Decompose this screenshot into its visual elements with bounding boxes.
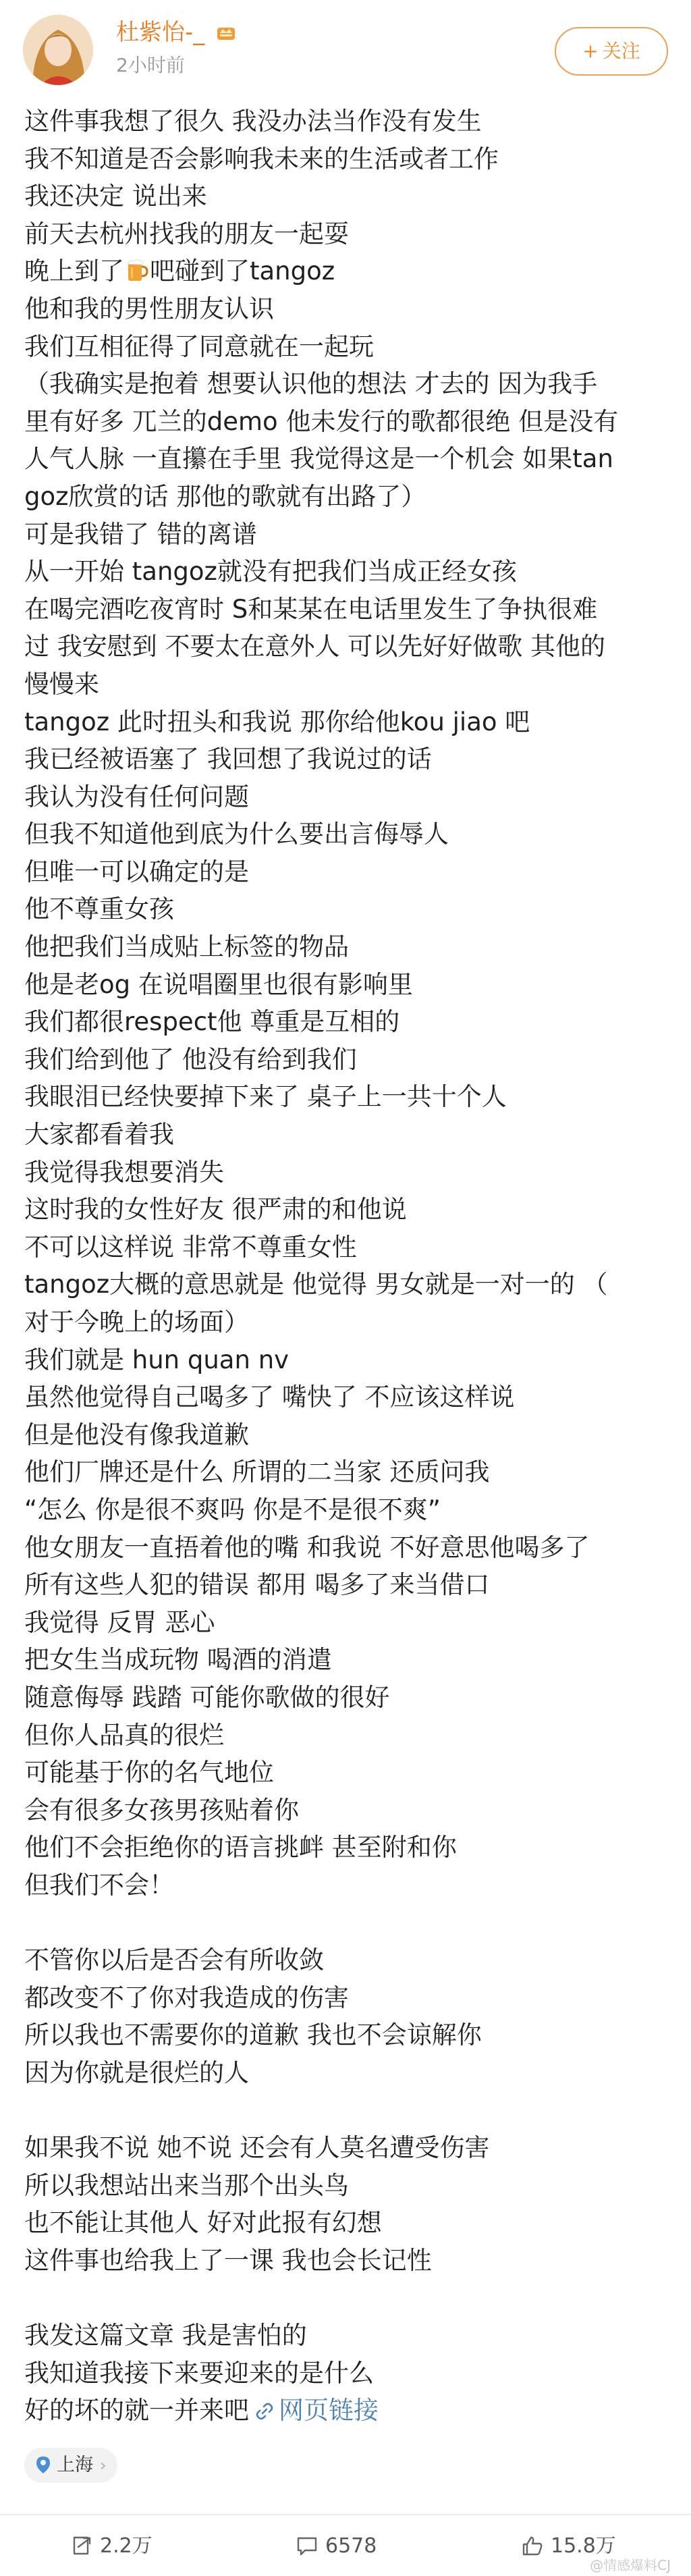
crown-badge-icon (216, 20, 236, 47)
post-line: 随意侮辱 践踏 可能你歌做的很好 (24, 1682, 390, 1712)
post-line: 从一开始 tangoz就没有把我们当成正经女孩 (24, 557, 517, 587)
post-line: 把女生当成玩物 喝酒的消遣 (24, 1645, 332, 1675)
post-line: 因为你就是很烂的人 (24, 2058, 249, 2087)
post-line: 可能基于你的名气地位 (24, 1758, 274, 1788)
post-line: 在喝完酒吃夜宵时 S和某某在电话里发生了争执很难 (24, 594, 598, 624)
action-bar (0, 2515, 691, 2576)
beer-mug-icon (126, 255, 148, 293)
post-line: tangoz 此时扭头和我说 那你给他kou jiao 吧 (24, 707, 530, 736)
post-line: 这件事我想了很久 我没办法当作没有发生 (24, 107, 482, 136)
avatar-photo-icon (23, 15, 93, 85)
post-line: 我认为没有任何问题 (24, 782, 249, 811)
post-line: 他是老og 在说唱圈里也很有影响里 (24, 969, 413, 999)
post-line: 他们不会拒绝你的语言挑衅 甚至附和你 (24, 1833, 457, 1862)
location-tag[interactable] (24, 2448, 117, 2483)
post-line: 我觉得 反胃 恶心 (24, 1607, 215, 1637)
post-line: 所以我也不需要你的道歉 我也不会谅解你 (24, 2020, 482, 2050)
chevron-right-icon: › (100, 2456, 107, 2475)
repost-button[interactable] (70, 2533, 153, 2560)
web-link-label: 网页链接 (279, 2396, 379, 2425)
post-line: goz欣赏的话 那他的歌就有出路了） (24, 481, 426, 511)
plus-icon: + (582, 40, 599, 62)
post-line: 虽然他觉得自己喝多了 嘴快了 不应该这样说 (24, 1383, 515, 1412)
post-line-text: 吧碰到了tangoz (150, 257, 335, 286)
post-line: 也不能让其他人 好对此报有幻想 (24, 2208, 382, 2238)
post-line: 会有很多女孩男孩贴着你 (24, 1795, 299, 1825)
avatar[interactable] (23, 15, 93, 85)
comment-count: 6578 (325, 2534, 377, 2558)
post-line: 他把我们当成贴上标签的物品 (24, 932, 349, 962)
post-line: 人气人脉 一直攥在手里 我觉得这是一个机会 如果tan (24, 444, 613, 474)
repost-count: 2.2万 (100, 2534, 153, 2558)
repost-icon (70, 2535, 93, 2556)
web-link[interactable] (254, 2396, 379, 2425)
post-line: 我们就是 hun quan nv (24, 1345, 289, 1374)
post-line: 过 我安慰到 不要太在意外人 可以先好好做歌 其他的 (24, 632, 606, 662)
post-line-with-link (24, 2392, 672, 2430)
post-line: 不管你以后是否会有所收敛 (24, 1946, 324, 1975)
post-timestamp: 2小时前 (116, 54, 185, 76)
blank-line (24, 2091, 672, 2129)
post-line: 但唯一可以确定的是 (24, 857, 249, 886)
post-line: 前天去杭州找我的朋友一起耍 (24, 219, 349, 248)
location-pin-icon (35, 2451, 51, 2486)
post-line: （我确实是抱着 想要认识他的想法 才去的 因为我手 (24, 369, 598, 399)
post-line-text: 好的坏的就一并来吧 (24, 2396, 249, 2425)
post-line: “怎么 你是很不爽吗 你是不是很不爽” (24, 1495, 441, 1524)
location-label: 上海 (57, 2454, 93, 2475)
post-line: 我发这篇文章 我是害怕的 (24, 2321, 307, 2351)
post-line: 我们互相征得了同意就在一起玩 (24, 331, 374, 361)
comment-icon (296, 2535, 319, 2556)
post-line: 所有这些人犯的错误 都用 喝多了来当借口 (24, 1570, 490, 1600)
post-body (24, 103, 672, 2430)
post-header (0, 0, 691, 101)
thumbs-up-icon (521, 2535, 544, 2556)
post-line: 这件事也给我上了一课 我也会长记性 (24, 2245, 432, 2275)
post-line-text: 晚上到了 (24, 257, 124, 286)
post-line: tangoz大概的意思就是 他觉得 男女就是一对一的 （ (24, 1270, 608, 1299)
follow-button[interactable] (555, 27, 668, 76)
post-line: 慢慢来 (24, 669, 99, 699)
username[interactable] (116, 19, 236, 47)
post-line: 这时我的女性好友 很严肃的和他说 (24, 1195, 407, 1225)
post-line: 大家都看着我 (24, 1120, 174, 1150)
post-line: 里有好多 兀兰的demo 他未发行的歌都很绝 但是没有 (24, 406, 619, 436)
post-line: 对于今晚上的场面） (24, 1308, 249, 1337)
link-icon (254, 2396, 275, 2425)
post-line: 我们给到他了 他没有给到我们 (24, 1044, 357, 1074)
post-line: 我已经被语塞了 我回想了我说过的话 (24, 745, 432, 774)
post-line: 我们都很respect他 尊重是互相的 (24, 1007, 400, 1037)
post-line: 所以我想站出来当那个出头鸟 (24, 2170, 349, 2200)
post-line: 我觉得我想要消失 (24, 1157, 224, 1187)
post-line: 他女朋友一直捂着他的嘴 和我说 不好意思他喝多了 (24, 1532, 590, 1562)
comment-button[interactable] (296, 2533, 377, 2560)
watermark: @情感爆料CJ (590, 2557, 671, 2573)
post-line: 但是他没有像我道歉 (24, 1420, 249, 1449)
post-line: 可是我错了 错的离谱 (24, 519, 257, 549)
post-line: 我知道我接下来要迎来的是什么 (24, 2358, 374, 2388)
post-line: 我不知道是否会影响我未来的生活或者工作 (24, 144, 499, 173)
post-line: 他不尊重女孩 (24, 894, 174, 924)
post-line: 但我们不会！ (24, 1870, 174, 1900)
post-line: 他们厂牌还是什么 所谓的二当家 还质问我 (24, 1457, 490, 1487)
blank-line (24, 1904, 672, 1942)
like-count: 15.8万 (551, 2534, 616, 2558)
post-line: 我眼泪已经快要掉下来了 桌子上一共十个人 (24, 1082, 507, 1112)
blank-line (24, 2279, 672, 2317)
post-line: 但你人品真的很烂 (24, 1720, 224, 1750)
post-line: 不可以这样说 非常不尊重女性 (24, 1232, 357, 1262)
post-line-with-emoji (24, 252, 672, 290)
post-line: 都改变不了你对我造成的伤害 (24, 1983, 349, 2012)
follow-label: 关注 (602, 40, 640, 62)
username-text: 杜紫怡-_ (116, 19, 205, 46)
post-line: 他和我的男性朋友认识 (24, 294, 274, 323)
post-line: 但我不知道他到底为什么要出言侮辱人 (24, 820, 449, 849)
post-line: 如果我不说 她不说 还会有人莫名遭受伤害 (24, 2133, 490, 2163)
post-line: 我还决定 说出来 (24, 182, 207, 211)
